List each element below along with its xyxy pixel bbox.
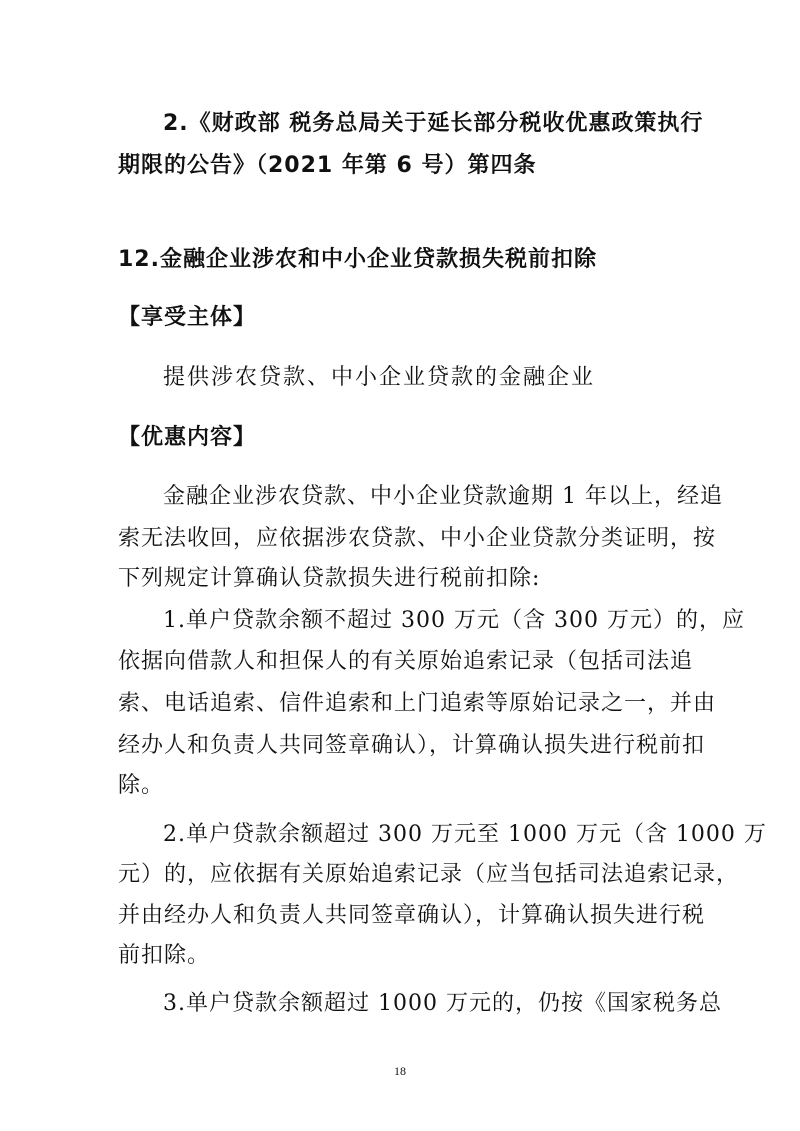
paragraph-line: 经办人和负责人共同签章确认），计算确认损失进行税前扣	[118, 733, 706, 758]
paragraph-line: 1.单户贷款余额不超过 300 万元（含 300 万元）的，应	[163, 608, 745, 633]
paragraph-line: 下列规定计算确认贷款损失进行税前扣除:	[118, 566, 541, 591]
content-heading: 【优惠内容】	[118, 425, 257, 450]
reference-line-2: 期限的公告》（2021 年第 6 号）第四条	[118, 153, 537, 178]
subject-text: 提供涉农贷款、中小企业贷款的金融企业	[163, 365, 596, 390]
paragraph-line: 金融企业涉农贷款、中小企业贷款逾期 1 年以上，经追	[163, 484, 723, 509]
page-number: 18	[394, 1064, 406, 1078]
paragraph-line: 依据向借款人和担保人的有关原始追索记录（包括司法追	[118, 649, 694, 674]
subject-heading: 【享受主体】	[118, 305, 257, 330]
paragraph-line: 3.单户贷款余额超过 1000 万元的，仍按《国家税务总	[163, 991, 722, 1016]
paragraph-line: 索、电话追索、信件追索和上门追索等原始记录之一，并由	[118, 691, 717, 716]
paragraph-line: 除。	[118, 773, 165, 798]
section-title: 12.金融企业涉农和中小企业贷款损失税前扣除	[118, 247, 597, 272]
paragraph-line: 前扣除。	[118, 943, 211, 968]
paragraph-line: 并由经办人和负责人共同签章确认），计算确认损失进行税	[118, 903, 706, 928]
reference-line-1: 2.《财政部 税务总局关于延长部分税收优惠政策执行	[163, 111, 704, 136]
paragraph-line: 索无法收回，应依据涉农贷款、中小企业贷款分类证明，按	[118, 526, 717, 551]
paragraph-line: 2.单户贷款余额超过 300 万元至 1000 万元（含 1000 万	[163, 822, 767, 847]
paragraph-line: 元）的，应依据有关原始追索记录（应当包括司法追索记录，	[118, 862, 740, 887]
